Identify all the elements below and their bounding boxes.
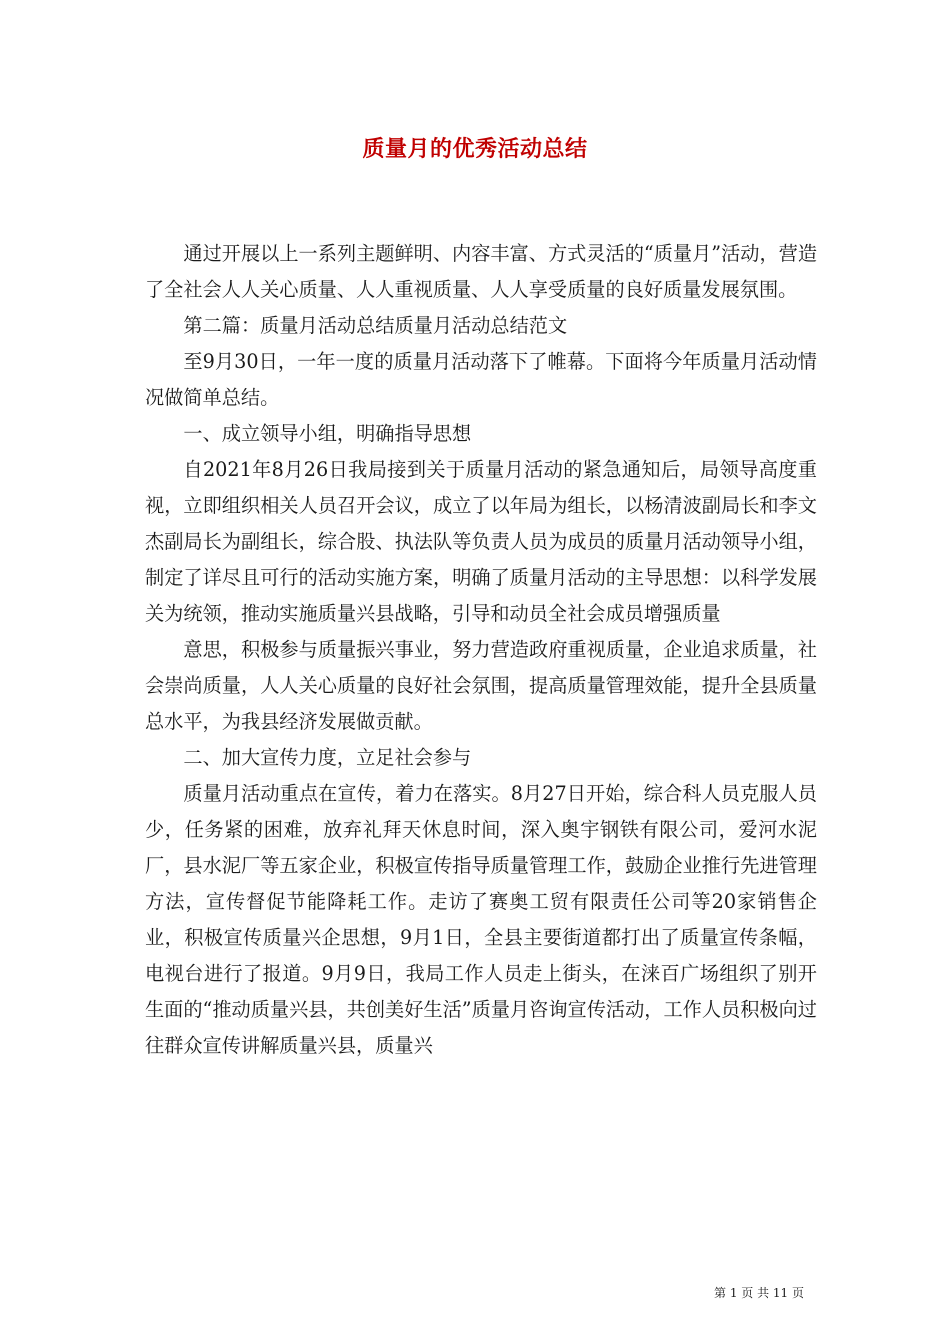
document-title: 质量月的优秀活动总结 bbox=[362, 136, 588, 162]
paragraph-part-two-heading: 第二篇：质量月活动总结质量月活动总结范文 bbox=[183, 314, 568, 337]
page-number-footer: 第 1 页 共 11 页 bbox=[714, 1286, 804, 1300]
paragraph-section-1: 自2021年8月26日我局接到关于质量月活动的紧急通知后，局领导高度重视，立即组织相关人员召开会议，成立了以年局为组长，以杨清波副局长和李文杰副局长为副组长，综合股、执法队等负责人员为成员的质量月活动领导小组，制定了详尽且可行的活动实施方案，明确了质量月活动的主导思想：以科学发展关为统领，推动实施质量兴县战略，引导和动员全社会成员增强质量 bbox=[145, 458, 817, 625]
section-heading-2: 二、加大宣传力度，立足社会参与 bbox=[183, 746, 472, 769]
document-body bbox=[145, 236, 817, 1064]
paragraph-intro: 通过开展以上一系列主题鲜明、内容丰富、方式灵活的“质量月”活动，营造了全社会人人关心质量、人人重视质量、人人享受质量的良好质量发展氛围。 bbox=[145, 242, 818, 301]
section-heading-1: 一、成立领导小组，明确指导思想 bbox=[183, 422, 472, 445]
paragraph-section-1-continued: 意思，积极参与质量振兴事业，努力营造政府重视质量，企业追求质量，社会崇尚质量，人人关心质量的良好社会氛围，提高质量管理效能，提升全县质量总水平，为我县经济发展做贡献。 bbox=[145, 638, 817, 733]
paragraph-section-2: 质量月活动重点在宣传，着力在落实。8月27日开始，综合科人员克服人员少，任务紧的困难，放弃礼拜天休息时间，深入奥宇钢铁有限公司，爱河水泥厂，县水泥厂等五家企业，积极宣传指导质量管理工作，鼓励企业推行先进管理方法，宣传督促节能降耗工作。走访了赛奥工贸有限责任公司等20家销售企业，积极宣传质量兴企思想，9月1日，全县主要街道都打出了质量宣传条幅，电视台进行了报道。9月9日，我局工作人员走上街头，在涞百广场组织了别开生面的“推动质量兴县，共创美好生活”质量月咨询宣传活动，工作人员积极向过往群众宣传讲解质量兴县，质量兴 bbox=[145, 782, 817, 1057]
paragraph-overview: 至9月30日，一年一度的质量月活动落下了帷幕。下面将今年质量月活动情况做简单总结。 bbox=[145, 350, 817, 409]
